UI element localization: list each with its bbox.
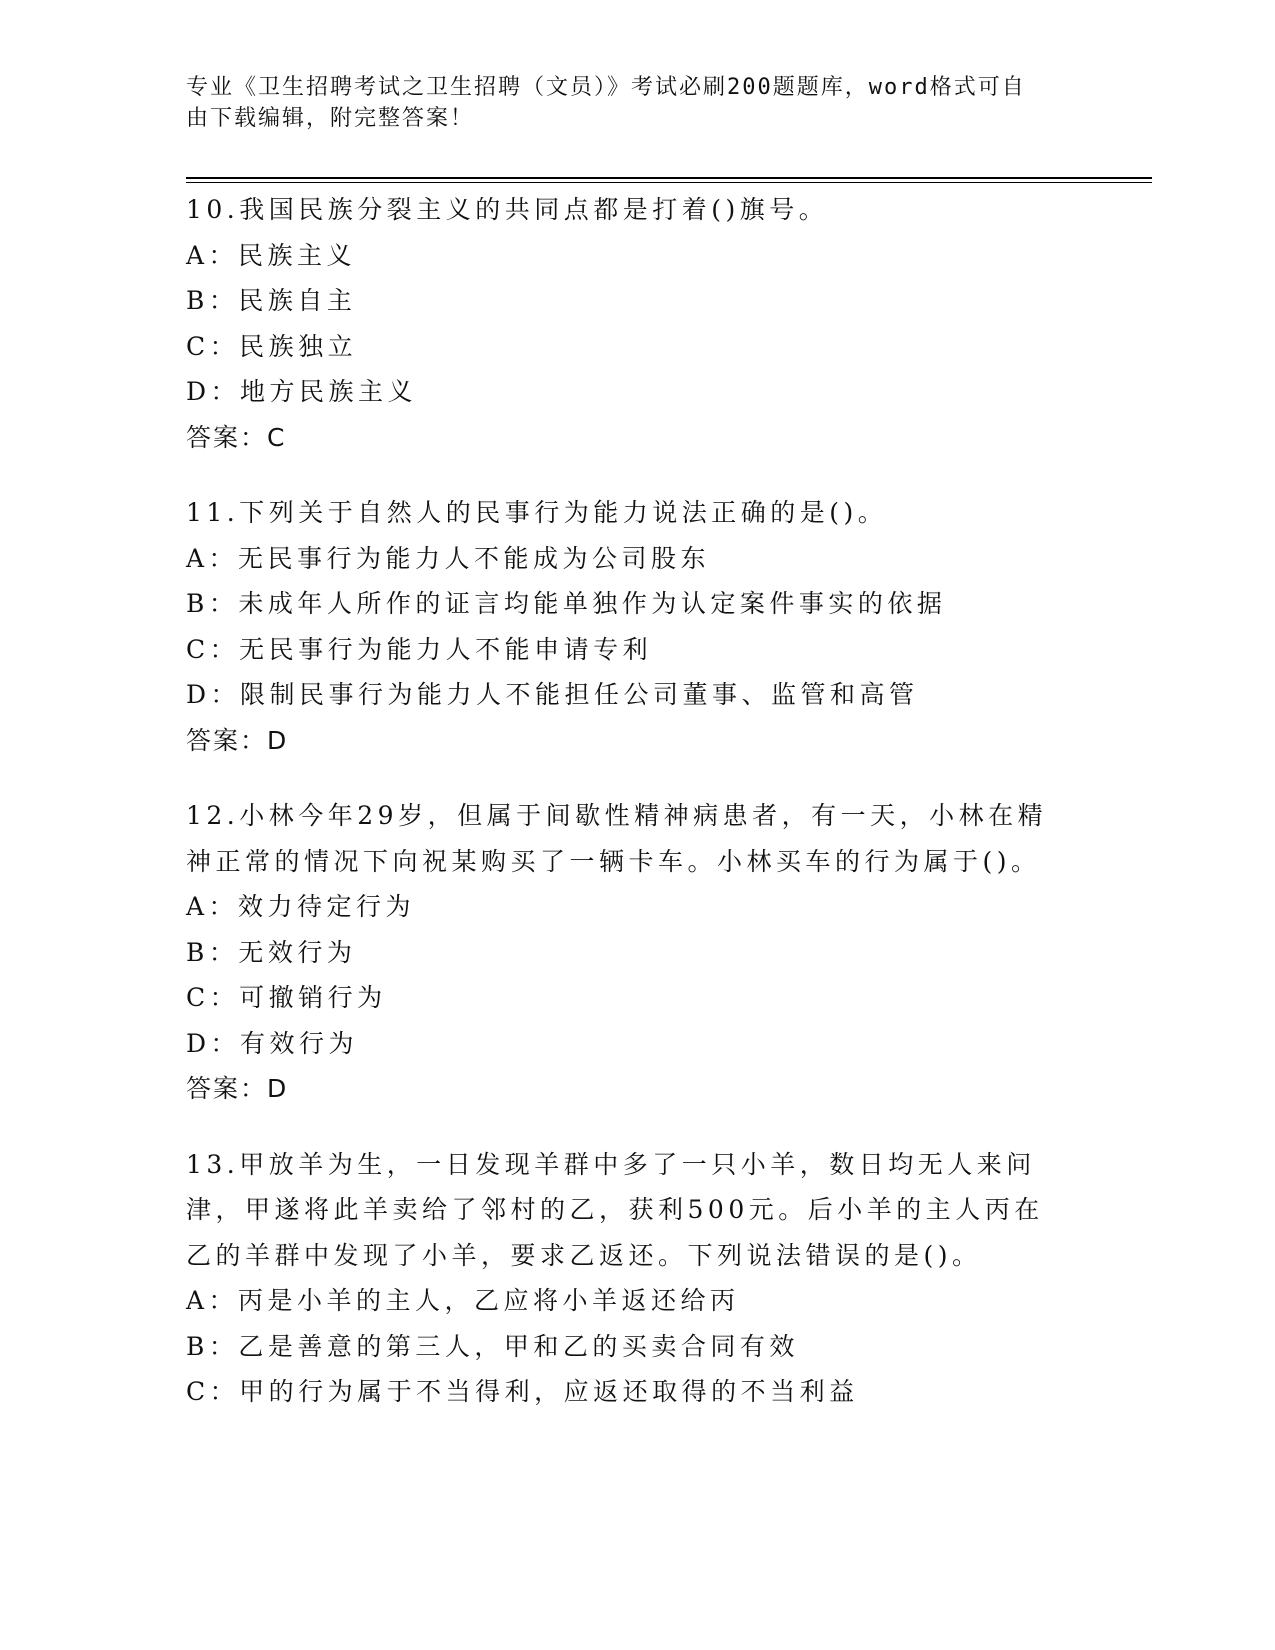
question-11 [186, 490, 1066, 763]
header-line-2: 由下载编辑，附完整答案！ [186, 106, 475, 131]
question-13 [186, 1142, 1066, 1415]
option-d: D：有效行为 [186, 1028, 359, 1058]
option-c: C：民族独立 [186, 331, 358, 361]
header-divider-thin [186, 182, 1152, 183]
option-a: A：无民事行为能力人不能成为公司股东 [186, 543, 711, 573]
option-a: A：丙是小羊的主人，乙应将小羊返还给丙 [186, 1286, 740, 1315]
header-line-1: 专业《卫生招聘考试之卫生招聘（文员）》考试必刷200题题库，word格式可自 [186, 75, 1026, 100]
question-list [186, 187, 1066, 1445]
header-divider-thick [186, 177, 1152, 179]
answer-text: 答案：D [186, 1074, 289, 1103]
option-c: C：甲的行为属于不当得利，应返还取得的不当利益 [186, 1377, 859, 1406]
option-a: A：效力待定行为 [186, 892, 416, 921]
option-b: B：无效行为 [186, 937, 357, 967]
question-stem: 10.我国民族分裂主义的共同点都是打着()旗号。 [186, 195, 829, 224]
option-c: C：无民事行为能力人不能申请专利 [186, 634, 653, 664]
option-b: B：乙是善意的第三人，甲和乙的买卖合同有效 [186, 1331, 799, 1361]
document-header [186, 72, 1066, 134]
option-b: B：民族自主 [186, 286, 357, 315]
question-stem: 13.甲放羊为生，一日发现羊群中多了一只小羊，数日均无人来问津，甲遂将此羊卖给了邻村的乙，获利500元。后小羊的主人丙在乙的羊群中发现了小羊，要求乙返还。下列说法错误的是()。 [186, 1149, 1044, 1270]
option-d: D：限制民事行为能力人不能担任公司董事、监管和高管 [186, 680, 919, 709]
option-a: A：民族主义 [186, 240, 357, 270]
option-c: C：可撤销行为 [186, 983, 387, 1012]
question-12 [186, 793, 1066, 1112]
question-10 [186, 187, 1066, 460]
option-b: B：未成年人所作的证言均能单独作为认定案件事实的依据 [186, 589, 947, 618]
option-d: D：地方民族主义 [186, 377, 418, 406]
answer-text: 答案：C [186, 422, 287, 452]
answer-text: 答案：D [186, 725, 289, 755]
question-stem: 11.下列关于自然人的民事行为能力说法正确的是()。 [186, 498, 888, 527]
question-stem: 12.小林今年29岁，但属于间歇性精神病患者，有一天，小林在精神正常的情况下向祝某购买了一辆卡车。小林买车的行为属于()。 [186, 801, 1048, 876]
